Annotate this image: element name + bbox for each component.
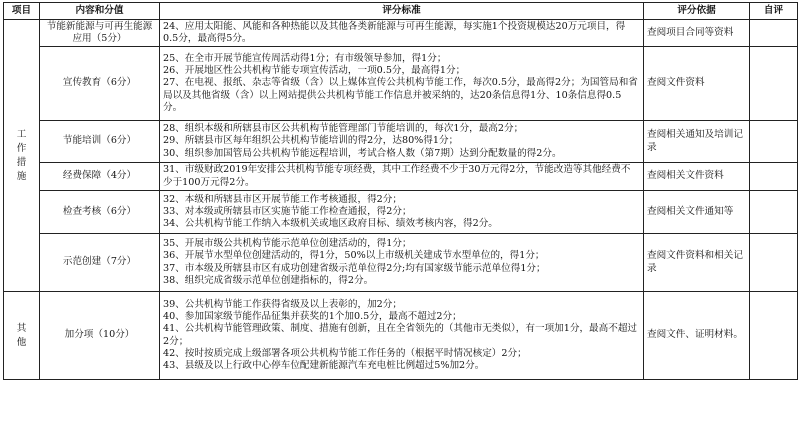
scoring-table [3, 2, 798, 380]
standard-line: 27、在电视、报纸、杂志等省级（含）以上媒体宣传公共机构节能工作，每次0.5分，最高得2分；为国管局和省局以及其他省级（含）以上网站提供公共机构节能工作信息并被采纳的，达20条信息得1分、10条信息得0.5分。 [163, 77, 638, 113]
standard-line: 26、开展地区性公共机构节能专项宣传活动，一项0.5分，最高得1分； [163, 65, 466, 77]
self-cell[interactable] [750, 47, 798, 121]
table-row [4, 47, 798, 121]
basis-cell: 查阅文件资料和相关记录 [644, 234, 750, 292]
content-cell: 检查考核（6分） [40, 191, 160, 234]
table-row [4, 191, 798, 234]
standard-line: 31、市级财政2019年安排公共机构节能专项经费，其中工作经费不少于30万元得2分，节能改造等其他经费不少于100万元得2分。 [163, 164, 631, 188]
header-self: 自评 [750, 3, 798, 20]
content-cell: 宣传教育（6分） [40, 47, 160, 121]
self-cell[interactable] [750, 20, 798, 47]
table-row [4, 163, 798, 191]
standard-line: 30、组织参加国管局公共机构节能远程培训，考试合格人数（第7期）达到分配数量的得2分。 [163, 147, 562, 159]
basis-cell: 查阅文件资料 [644, 47, 750, 121]
standard-line: 25、在全市开展节能宣传周活动得1分；有市级领导参加，得1分； [163, 52, 447, 64]
standard-cell [160, 121, 644, 163]
standard-cell [160, 292, 644, 380]
category-work-cell [4, 20, 40, 292]
self-cell[interactable] [750, 292, 798, 380]
standard-cell [160, 234, 644, 292]
standard-line: 24、应用太阳能、风能和各种热能以及其他各类新能源与可再生能源，每实施1个投资规模达20万元项目，得0.5分，最高得5分。 [163, 20, 626, 44]
standard-line: 34、公共机构节能工作纳入本级机关或地区政府目标、绩效考核内容，得2分。 [163, 218, 498, 230]
standard-line: 39、公共机构节能工作获得省级及以上表彰的，加2分； [163, 298, 402, 310]
header-basis: 评分依据 [644, 3, 750, 20]
standard-line: 35、开展市级公共机构节能示范单位创建活动的，得1分； [163, 237, 412, 249]
header-standard: 评分标准 [160, 3, 644, 20]
table-row [4, 20, 798, 47]
standard-line: 40、参加国家级节能作品征集并获奖的1个加0.5分，最高不超过2分； [163, 310, 462, 322]
content-cell: 加分项（10分） [40, 292, 160, 380]
table-row [4, 121, 798, 163]
standard-cell [160, 191, 644, 234]
content-cell: 示范创建（7分） [40, 234, 160, 292]
header-content: 内容和分值 [40, 3, 160, 20]
standard-line: 41、公共机构节能管理政策、制度、措施有创新，且在全省领先的（其他市无类似），有一项加1分，最高不超过2分； [163, 323, 638, 347]
standard-line: 38、组织完成省级示范单位创建指标的，得2分。 [163, 274, 374, 286]
content-cell: 节能培训（6分） [40, 121, 160, 163]
header-row [4, 3, 798, 20]
standard-cell [160, 20, 644, 47]
content-cell: 经费保障（4分） [40, 163, 160, 191]
basis-cell: 查阅相关通知及培训记录 [644, 121, 750, 163]
standard-line: 32、本级和所辖县市区开展节能工作考核通报，得2分； [163, 193, 402, 205]
table-row [4, 234, 798, 292]
basis-cell: 查阅相关文件资料 [644, 163, 750, 191]
self-cell[interactable] [750, 121, 798, 163]
basis-cell: 查阅项目合同等资料 [644, 20, 750, 47]
standard-line: 37、市本级及所辖县市区有成功创建省级示范单位得2分;均有国家级节能示范单位得1分； [163, 262, 546, 274]
self-cell[interactable] [750, 191, 798, 234]
table-row [4, 292, 798, 380]
standard-line: 29、所辖县市区每年组织公共机构节能培训的得2分，达80%得1分； [163, 135, 459, 147]
content-cell: 节能新能源与可再生能源应用（5分） [40, 20, 160, 47]
standard-line: 36、开展节水型单位创建活动的，得1分，50%以上市级机关建成节水型单位的，得1分； [163, 250, 545, 262]
standard-cell [160, 163, 644, 191]
standard-line: 28、组织本级和所辖县市区公共机构节能管理部门节能培训的，每次1分，最高2分； [163, 123, 524, 135]
standard-line: 33、对本级或所辖县市区实施节能工作检查通报，得2分； [163, 205, 412, 217]
standard-line: 42、按时按质完成上级部署各项公共机构节能工作任务的（根据平时情况核定）2分； [163, 347, 527, 359]
standard-line: 43、县级及以上行政中心停车位配建新能源汽车充电桩比例超过5%加2分。 [163, 360, 485, 372]
category-other: 其他 [16, 322, 27, 348]
self-cell[interactable] [750, 234, 798, 292]
basis-cell: 查阅文件、证明材料。 [644, 292, 750, 380]
header-project: 项目 [4, 3, 40, 20]
category-other-cell [4, 292, 40, 380]
basis-cell: 查阅相关文件通知等 [644, 191, 750, 234]
category-work: 工作措施 [16, 128, 27, 182]
self-cell[interactable] [750, 163, 798, 191]
standard-cell [160, 47, 644, 121]
